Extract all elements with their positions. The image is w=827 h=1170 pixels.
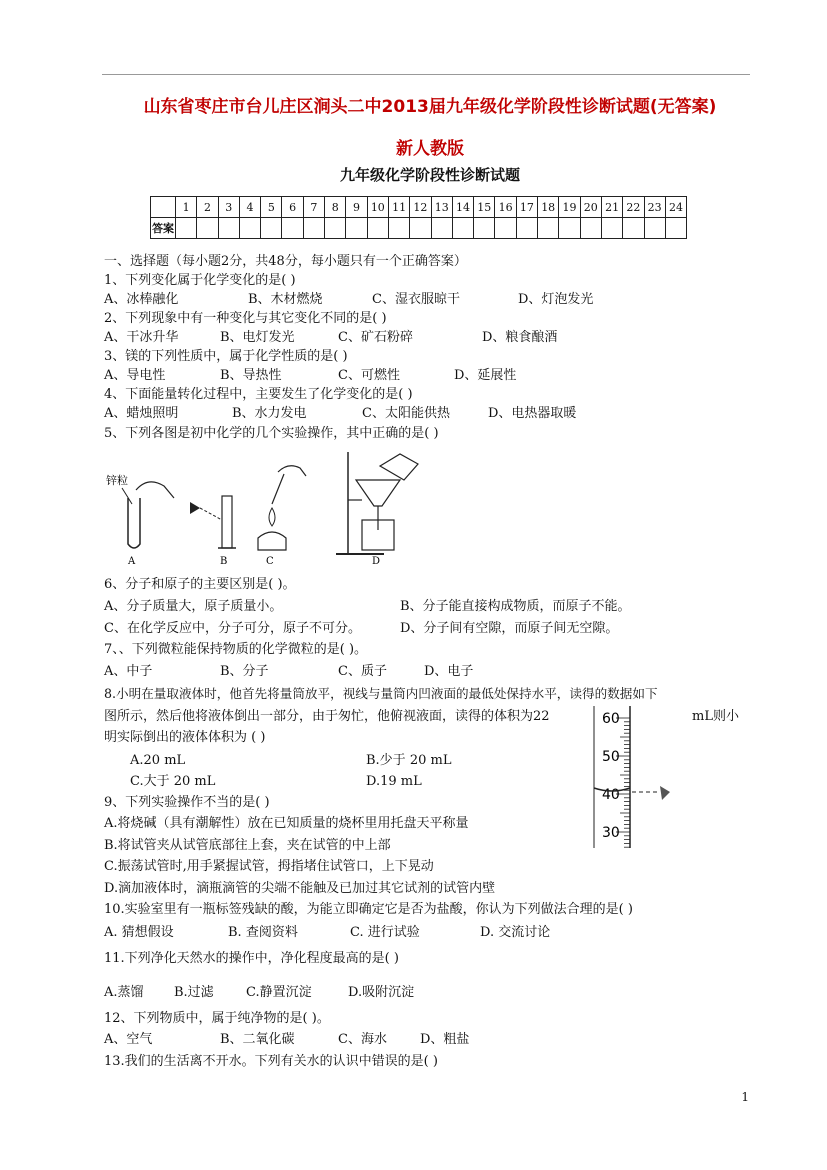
- answer-cell[interactable]: [623, 218, 644, 239]
- q3-option-d: D、延展性: [454, 368, 517, 383]
- answer-table-number: 17: [516, 197, 537, 218]
- q1-option-d: D、灯泡发光: [518, 292, 594, 307]
- q8-option-a: A.20 mL: [130, 753, 186, 768]
- answer-table-number: 4: [239, 197, 260, 218]
- document-title: 山东省枣庄市台儿庄区涧头二中2013届九年级化学阶段性诊断试题(无答案): [143, 97, 717, 117]
- answer-table-number: 11: [388, 197, 409, 218]
- q13-stem: 13.我们的生活离不开水。下列有关水的认识中错误的是( ): [104, 1054, 438, 1069]
- answer-table-number: 14: [452, 197, 473, 218]
- answer-table-number: 9: [346, 197, 367, 218]
- tick-60: 60: [602, 711, 620, 727]
- section-heading: 一、选择题（每小题2分，共48分，每小题只有一个正确答案）: [104, 254, 467, 269]
- q3-option-b: B、导热性: [220, 368, 282, 383]
- q6-option-b: B、分子能直接构成物质，而原子不能。: [400, 599, 631, 614]
- answer-cell[interactable]: [559, 218, 580, 239]
- answer-cell[interactable]: [665, 218, 686, 239]
- q3-option-a: A、导电性: [104, 368, 166, 383]
- answer-cell[interactable]: [601, 218, 622, 239]
- q9-option-b: B.将试管夹从试管底部往上套，夹在试管的中上部: [104, 838, 391, 853]
- answer-table-number: 15: [474, 197, 495, 218]
- q8-option-d: D.19 mL: [366, 774, 422, 789]
- q8-line1: 8.小明在量取液体时，他首先将量筒放平，视线与量筒内凹液面的最低处保持水平，读得的数据如下: [104, 686, 658, 701]
- answer-cell[interactable]: [239, 218, 260, 239]
- q7-stem: 7、、下列微粒能保持物质的化学微粒的是( )。: [104, 642, 368, 657]
- q2-option-d: D、粮食酿酒: [482, 330, 558, 345]
- answer-table-number: 12: [410, 197, 431, 218]
- fig-label-a: A: [128, 556, 136, 567]
- zinc-label: 锌粒: [106, 474, 128, 487]
- q2-option-a: A、干冰升华: [104, 330, 179, 345]
- q11-option-d: D.吸附沉淀: [348, 985, 415, 1000]
- answer-table-number: 10: [367, 197, 388, 218]
- answer-table-number: 18: [538, 197, 559, 218]
- answer-cell[interactable]: [218, 218, 239, 239]
- q8-option-b: B.少于 20 mL: [366, 753, 452, 768]
- answer-cell[interactable]: [388, 218, 409, 239]
- answer-table-number: 8: [325, 197, 346, 218]
- q8-line2-end: mL则小: [692, 709, 739, 724]
- q2-stem: 2、下列现象中有一种变化与其它变化不同的是( ): [104, 311, 387, 326]
- q4-option-d: D、电热器取暖: [488, 406, 577, 421]
- answer-table-number: 5: [261, 197, 282, 218]
- pouring-beaker-icon: [380, 454, 418, 480]
- answer-row-label: 答案: [151, 218, 176, 239]
- answer-table-number: 24: [665, 197, 686, 218]
- answer-cell[interactable]: [325, 218, 346, 239]
- fig-label-b: B: [220, 556, 228, 567]
- header-rule: [102, 74, 750, 75]
- answer-table-number: 3: [218, 197, 239, 218]
- answer-cell[interactable]: [495, 218, 516, 239]
- q11-option-c: C.静置沉淀: [246, 985, 312, 1000]
- page-number: 1: [741, 1090, 749, 1104]
- cylinder-reading-figure: [590, 704, 690, 850]
- q6-option-a: A、分子质量大，原子质量小。: [104, 599, 283, 614]
- q4-stem: 4、下面能量转化过程中，主要发生了化学变化的是( ): [104, 387, 413, 402]
- q9-option-c: C.振荡试管时,用手紧握试管，拇指堵住试管口，上下晃动: [104, 859, 434, 874]
- q12-option-c: C、海水: [338, 1032, 387, 1047]
- answer-table-number: 1: [176, 197, 197, 218]
- hand-icon: [136, 482, 174, 498]
- answer-cell[interactable]: [538, 218, 559, 239]
- q12-stem: 12、下列物质中，属于纯净物的是( )。: [104, 1011, 330, 1026]
- q6-option-c: C、在化学反应中，分子可分，原子不可分。: [104, 621, 361, 636]
- q10-option-d: D. 交流讨论: [480, 925, 551, 940]
- answer-cell[interactable]: [261, 218, 282, 239]
- zinc-pointer: [122, 488, 132, 504]
- q8-line3: 明实际倒出的液体体积为 ( ): [104, 730, 266, 745]
- answer-cell[interactable]: [303, 218, 324, 239]
- answer-cell[interactable]: [452, 218, 473, 239]
- test-tube-icon: [128, 498, 140, 548]
- q4-option-c: C、太阳能供热: [362, 406, 450, 421]
- tick-30: 30: [602, 825, 620, 841]
- q6-option-d: D、分子间有空隙，而原子间无空隙。: [400, 621, 619, 636]
- answer-table-number: 23: [644, 197, 665, 218]
- answer-cell[interactable]: [410, 218, 431, 239]
- answer-table-number: 20: [580, 197, 601, 218]
- answer-cell[interactable]: [282, 218, 303, 239]
- answer-table-number-row: [151, 197, 687, 218]
- answer-cell[interactable]: [644, 218, 665, 239]
- graduated-cylinder-icon: [222, 496, 232, 548]
- q1-option-a: A、冰棒融化: [104, 292, 179, 307]
- q10-stem: 10.实验室里有一瓶标签残缺的酸，为能立即确定它是否为盐酸，你认为下列做法合理的是( ): [104, 902, 633, 917]
- q7-option-d: D、电子: [424, 664, 474, 679]
- q3-stem: 3、镁的下列性质中，属于化学性质的是( ): [104, 349, 348, 364]
- q2-option-c: C、矿石粉碎: [338, 330, 413, 345]
- exam-title: 九年级化学阶段性诊断试题: [339, 166, 520, 184]
- q2-option-b: B、电灯发光: [220, 330, 295, 345]
- q11-stem: 11.下列净化天然水的操作中，净化程度最高的是( ): [104, 951, 399, 966]
- answer-cell[interactable]: [516, 218, 537, 239]
- fig-label-c: C: [266, 556, 274, 567]
- q7-option-a: A、中子: [104, 664, 153, 679]
- q1-option-b: B、木材燃烧: [248, 292, 323, 307]
- q6-stem: 6、分子和原子的主要区别是( )。: [104, 577, 296, 592]
- tick-40: 40: [602, 787, 620, 803]
- answer-table-number: 21: [601, 197, 622, 218]
- q9-option-a: A.将烧碱（具有潮解性）放在已知质量的烧杯里用托盘天平称量: [104, 816, 469, 831]
- answer-table-number: 13: [431, 197, 452, 218]
- answer-table-number: 2: [197, 197, 218, 218]
- q12-option-a: A、空气: [104, 1032, 153, 1047]
- q10-option-a: A. 猜想假设: [104, 925, 174, 940]
- answer-cell[interactable]: [346, 218, 367, 239]
- q10-option-b: B. 查阅资料: [228, 925, 298, 940]
- answer-cell[interactable]: [197, 218, 218, 239]
- q8-line2: 图所示，然后他将液体倒出一部分，由于匆忙，他俯视液面，读得的体积为22: [104, 709, 550, 724]
- alcohol-lamp-icon: [258, 532, 286, 550]
- flame-icon: [269, 508, 275, 526]
- q4-option-a: A、蜡烛照明: [104, 406, 179, 421]
- eye-icon: [190, 502, 200, 514]
- q5-stem: 5、下列各图是初中化学的几个实验操作，其中正确的是( ): [104, 426, 439, 441]
- hand-icon-c: [278, 466, 306, 476]
- lab-operations-figure: [100, 446, 460, 572]
- q9-option-d: D.滴加液体时，滴瓶滴管的尖端不能触及已加过其它试剂的试管内壁: [104, 881, 496, 896]
- q7-option-b: B、分子: [220, 664, 269, 679]
- answer-table-number: 22: [623, 197, 644, 218]
- answer-table-number: 16: [495, 197, 516, 218]
- q7-option-c: C、质子: [338, 664, 387, 679]
- answer-cell[interactable]: [367, 218, 388, 239]
- fig-label-d: D: [372, 556, 381, 567]
- q12-option-d: D、粗盐: [420, 1032, 470, 1047]
- q1-stem: 1、下列变化属于化学变化的是( ): [104, 273, 296, 288]
- answer-table-number: 6: [282, 197, 303, 218]
- eye-icon-q8: [660, 786, 670, 800]
- funnel-icon: [356, 480, 400, 506]
- q11-option-b: B.过滤: [174, 985, 214, 1000]
- answer-cell[interactable]: [474, 218, 495, 239]
- document-subtitle: 新人教版: [396, 139, 464, 159]
- q1-option-c: C、湿衣服晾干: [372, 292, 460, 307]
- q12-option-b: B、二氧化碳: [220, 1032, 295, 1047]
- answer-table-answer-row: [151, 218, 687, 239]
- answer-table-number: 7: [303, 197, 324, 218]
- answer-table-number: 19: [559, 197, 580, 218]
- q8-option-c: C.大于 20 mL: [130, 774, 216, 789]
- q10-option-c: C. 进行试验: [350, 925, 420, 940]
- answer-cell[interactable]: [580, 218, 601, 239]
- answer-cell[interactable]: [176, 218, 197, 239]
- sight-line: [200, 508, 222, 520]
- answer-cell[interactable]: [431, 218, 452, 239]
- q9-stem: 9、下列实验操作不当的是( ): [104, 795, 270, 810]
- q11-option-a: A.蒸馏: [104, 985, 144, 1000]
- tick-50: 50: [602, 749, 620, 765]
- q4-option-b: B、水力发电: [232, 406, 307, 421]
- answer-table: [150, 196, 687, 239]
- q3-option-c: C、可燃性: [338, 368, 400, 383]
